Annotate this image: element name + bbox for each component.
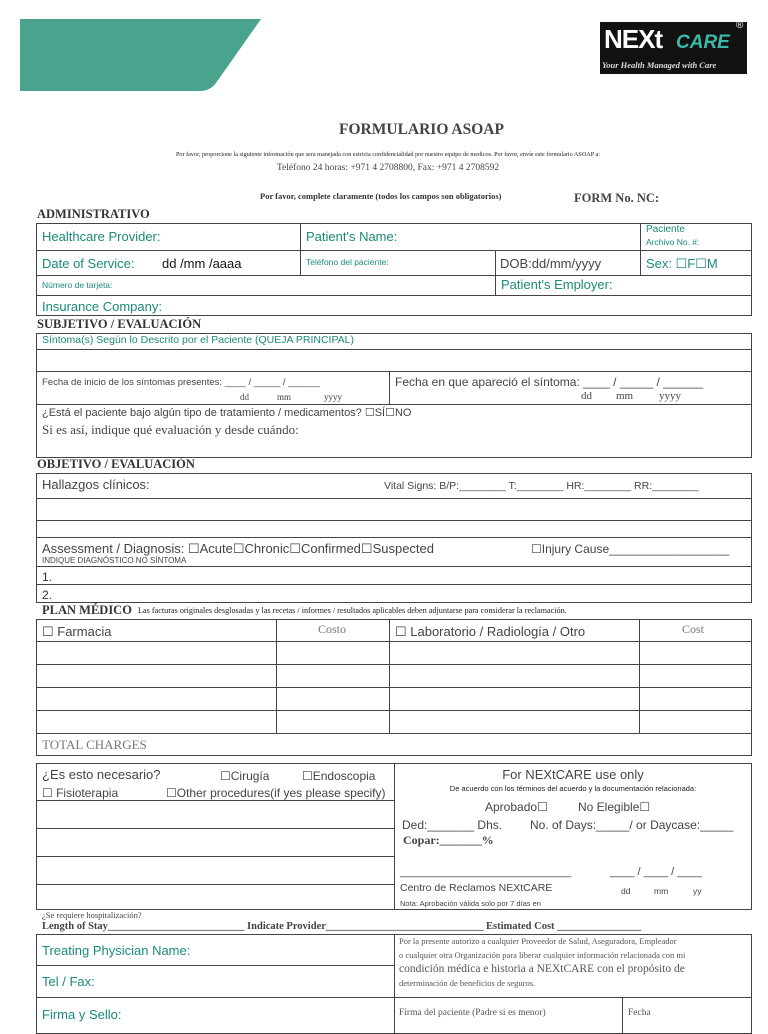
- instructions: Por favor, complete claramente (todos los campos son obligatorios): [260, 191, 502, 201]
- plan-heading: PLAN MÉDICO: [42, 603, 132, 617]
- claims-center-label: Centro de Reclamos NEXtCARE: [400, 882, 553, 894]
- cost-header-2: Cost: [682, 622, 705, 636]
- consent-line-4: determinación de beneficios de seguros.: [399, 978, 536, 988]
- objective-heading: OBJETIVO / EVALUACIÓN: [37, 457, 195, 471]
- copay-field[interactable]: Copar:_______%: [403, 833, 494, 847]
- vital-signs-field[interactable]: Vital Signs: B/P:________ T:________ HR:________ RR:________: [384, 480, 699, 492]
- patient-phone-field[interactable]: Teléfono del paciente:: [306, 257, 389, 267]
- onset-yyyy: yyyy: [324, 392, 342, 402]
- logo-care: CARE: [676, 32, 730, 53]
- onset-mm: mm: [277, 392, 292, 402]
- treatment-details-field[interactable]: Si es así, indique qué evaluación y desde cuándo:: [42, 422, 299, 437]
- subjective-heading: SUBJETIVO / EVALUACIÓN: [37, 317, 202, 331]
- consent-line-3: condición médica e historia a NEXtCARE con el propósito de: [399, 963, 685, 975]
- logo-reg: ®: [736, 20, 744, 31]
- date-of-service-field[interactable]: Date of Service:: [42, 256, 135, 271]
- center-signature-line[interactable]: ____________________________: [400, 866, 572, 878]
- approval-date-field[interactable]: ____ / ____ / ____: [610, 866, 702, 878]
- symptom-appeared-field[interactable]: Fecha en que apareció el síntoma: ____ / _____ / ______: [395, 375, 704, 389]
- other-procedures-checkbox[interactable]: ☐Other procedures(if yes please specify): [166, 786, 386, 800]
- cost-header-1: Costo: [318, 622, 347, 636]
- subjective-box: [36, 333, 752, 458]
- patient-signature-field[interactable]: Firma del paciente (Padre si es menor): [399, 1008, 546, 1018]
- patient-file-label: Paciente: [646, 224, 685, 235]
- diagnosis-item-2[interactable]: 2.: [42, 588, 53, 602]
- plan-note: Las facturas originales desglosadas y las recetas / informes / resultados aplicables deben adjuntarse para considerar la reclamación.: [138, 606, 567, 615]
- approval-mm: mm: [654, 886, 669, 896]
- signature-stamp-field[interactable]: Firma y Sello:: [42, 1007, 122, 1022]
- treatment-checkbox[interactable]: ¿Está el paciente bajo algún tipo de tratamiento / medicamentos? ☐SÍ☐NO: [42, 407, 412, 419]
- onset-date-field[interactable]: Fecha de inicio de los síntomas presentes: ____ / _____ / ______: [42, 377, 320, 388]
- sex-checkboxes[interactable]: Sex: ☐F☐M: [646, 256, 718, 271]
- appeared-yyyy: yyyy: [659, 390, 681, 402]
- hospitalization-question: ¿Se requiere hospitalización?: [42, 910, 142, 920]
- diagnosis-note: INDIQUE DIAGNÓSTICO NO SÍNTOMA: [42, 556, 187, 565]
- patient-name-field[interactable]: Patient's Name:: [306, 229, 398, 244]
- clinical-findings-field[interactable]: Hallazgos clínicos:: [42, 477, 150, 492]
- employer-field[interactable]: Patient's Employer:: [501, 277, 613, 292]
- appeared-mm: mm: [616, 390, 634, 402]
- form-title: FORMULARIO ASOAP: [339, 121, 504, 138]
- phone-fax: Teléfono 24 horas: +971 4 2708800, Fax: +971 4 2708592: [276, 163, 500, 173]
- nextcare-logo: [600, 22, 747, 74]
- approval-validity-note: Nota: Aprobación válida solo por 7 días en: [400, 899, 541, 908]
- admin-heading: ADMINISTRATIVO: [37, 207, 150, 221]
- intro-text: Por favor, proporcione la siguiente información que sera manejada con estricta confidencialidad por nuestro equipo de medicos. Por favor, envíe este formulario ASOAP a:: [175, 151, 600, 158]
- terms-note: De acuerdo con los términos del acuerdo y la documentación relacionada:: [449, 784, 697, 793]
- date-format: dd /mm /aaaa: [162, 256, 242, 271]
- symptoms-field[interactable]: Síntoma(s) Según lo Descrito por el Paciente (QUEJA PRINCIPAL): [42, 334, 355, 346]
- card-number-field[interactable]: Número de tarjeta:: [42, 280, 113, 290]
- necessary-question: ¿Es esto necesario?: [42, 767, 161, 782]
- injury-cause-field[interactable]: ☐Injury Cause__________________: [531, 542, 730, 556]
- physiotherapy-checkbox[interactable]: ☐ Fisioterapia: [42, 786, 119, 800]
- tel-fax-field[interactable]: Tel / Fax:: [42, 974, 95, 989]
- endoscopy-checkbox[interactable]: ☐Endoscopia: [302, 769, 376, 783]
- healthcare-provider-field[interactable]: Healthcare Provider:: [42, 229, 161, 244]
- deductible-field[interactable]: Ded:_______ Dhs.: [402, 818, 503, 832]
- patient-file-no-field[interactable]: Archivo No. #:: [646, 237, 700, 247]
- consent-line-2: o cualquier otra Organización para liberar cualquier información relacionada con mi: [399, 950, 686, 960]
- approved-checkbox[interactable]: Aprobado☐: [485, 800, 548, 814]
- signature-date-field[interactable]: Fecha: [628, 1008, 651, 1018]
- approval-yy: yy: [693, 886, 702, 896]
- diagnosis-item-1[interactable]: 1.: [42, 570, 53, 584]
- logo-tagline: Your Health Managed with Care: [602, 60, 717, 70]
- not-eligible-checkbox[interactable]: No Elegible☐: [578, 800, 651, 814]
- onset-dd: dd: [240, 392, 249, 402]
- total-charges-field[interactable]: TOTAL CHARGES: [42, 737, 147, 752]
- nextcare-use-title: For NEXtCARE use only: [502, 767, 644, 782]
- dob-field[interactable]: DOB:dd/mm/yyyy: [500, 256, 602, 271]
- days-field[interactable]: No. of Days:_____/ or Daycase:_____: [530, 818, 734, 832]
- header-banner: [20, 19, 262, 92]
- hospitalization-details[interactable]: Length of Stay__________________________ Indicate Provider______________________________ Estimated Cost ________________: [42, 921, 642, 932]
- logo-main: NEXt: [604, 24, 663, 54]
- consent-line-1: Por la presente autorizo a cualquier Proveedor de Salud, Aseguradora, Empleador: [399, 936, 677, 946]
- assessment-checkboxes[interactable]: Assessment / Diagnosis: ☐Acute☐Chronic☐Confirmed☐Suspected: [42, 541, 434, 556]
- appeared-dd: dd: [581, 390, 592, 402]
- approval-dd: dd: [621, 886, 631, 896]
- lab-radiology-checkbox[interactable]: ☐ Laboratorio / Radiología / Otro: [395, 624, 586, 639]
- form-number-label: FORM No. NC:: [574, 191, 660, 205]
- pharmacy-checkbox[interactable]: ☐ Farmacia: [42, 624, 112, 639]
- insurance-company-field[interactable]: Insurance Company:: [42, 299, 162, 314]
- surgery-checkbox[interactable]: ☐Cirugía: [220, 769, 270, 783]
- treating-physician-field[interactable]: Treating Physician Name:: [42, 943, 191, 958]
